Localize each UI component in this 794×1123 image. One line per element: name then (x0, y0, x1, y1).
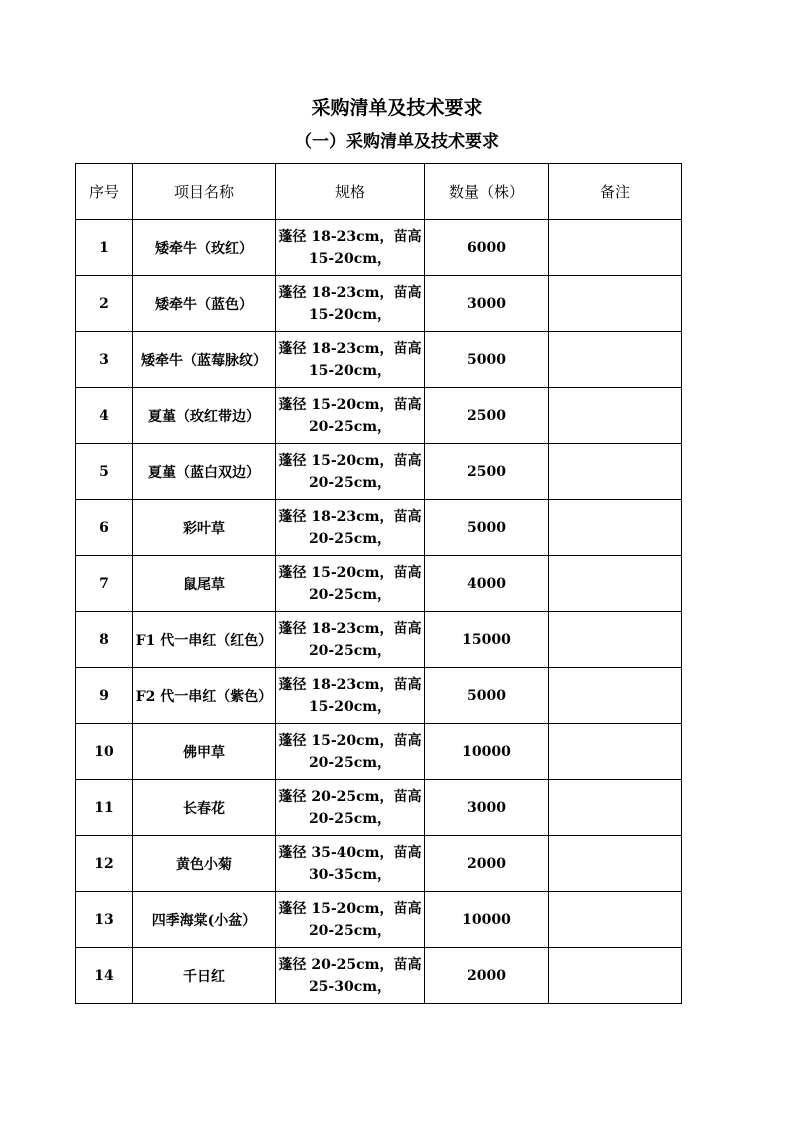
cell-note (549, 220, 682, 276)
cell-spec-line1: 蓬径 18-23cm，苗高 (278, 508, 422, 525)
table-row (76, 556, 682, 612)
cell-spec-line1: 蓬径 15-20cm，苗高 (278, 452, 422, 469)
cell-quantity: 10000 (425, 892, 549, 948)
cell-note (549, 612, 682, 668)
cell-spec-line2: 20-25cm， (308, 474, 392, 491)
cell-note (549, 556, 682, 612)
cell-note (549, 948, 682, 1004)
cell-no: 12 (76, 836, 133, 892)
table-row (76, 724, 682, 780)
header-no: 序号 (76, 164, 133, 220)
cell-name: 千日红 (133, 948, 276, 1004)
cell-note (549, 444, 682, 500)
cell-name: 彩叶草 (133, 500, 276, 556)
cell-spec (276, 724, 425, 780)
cell-no: 14 (76, 948, 133, 1004)
table-row (76, 780, 682, 836)
cell-no: 13 (76, 892, 133, 948)
cell-name: 夏堇（蓝白双边） (133, 444, 276, 500)
cell-spec (276, 332, 425, 388)
cell-spec (276, 220, 425, 276)
cell-name: 四季海棠(小盆） (133, 892, 276, 948)
cell-spec-line1: 蓬径 18-23cm，苗高 (278, 340, 422, 357)
cell-spec (276, 948, 425, 1004)
cell-spec (276, 444, 425, 500)
cell-spec-line1: 蓬径 35-40cm，苗高 (278, 844, 422, 861)
cell-quantity: 6000 (425, 220, 549, 276)
cell-spec-line2: 20-25cm， (308, 586, 392, 603)
table-row (76, 276, 682, 332)
cell-name: 长春花 (133, 780, 276, 836)
cell-quantity: 5000 (425, 332, 549, 388)
header-spec: 规格 (276, 164, 425, 220)
cell-spec-line1: 蓬径 18-23cm，苗高 (278, 228, 422, 245)
table-header-row (76, 164, 682, 220)
cell-note (549, 332, 682, 388)
cell-name: F1 代一串红（红色） (133, 612, 276, 668)
cell-name: 黄色小菊 (133, 836, 276, 892)
cell-quantity: 15000 (425, 612, 549, 668)
cell-quantity: 3000 (425, 276, 549, 332)
cell-spec-line2: 20-25cm， (308, 418, 392, 435)
cell-spec-line2: 15-20cm， (308, 698, 392, 715)
cell-no: 7 (76, 556, 133, 612)
cell-spec-line2: 20-25cm， (308, 922, 392, 939)
table-row (76, 892, 682, 948)
cell-quantity: 2500 (425, 444, 549, 500)
cell-quantity: 10000 (425, 724, 549, 780)
cell-spec-line1: 蓬径 18-23cm，苗高 (278, 284, 422, 301)
cell-quantity: 3000 (425, 780, 549, 836)
cell-spec-line2: 20-25cm， (308, 642, 392, 659)
cell-spec (276, 892, 425, 948)
table-row (76, 444, 682, 500)
cell-spec-line1: 蓬径 15-20cm，苗高 (278, 564, 422, 581)
cell-spec-line2: 20-25cm， (308, 530, 392, 547)
cell-spec-line2: 30-35cm， (308, 866, 392, 883)
cell-no: 10 (76, 724, 133, 780)
cell-spec-line2: 20-25cm， (308, 754, 392, 771)
cell-no: 11 (76, 780, 133, 836)
cell-spec (276, 276, 425, 332)
procurement-table (75, 163, 682, 1004)
cell-no: 2 (76, 276, 133, 332)
cell-no: 1 (76, 220, 133, 276)
cell-spec (276, 612, 425, 668)
cell-name: 矮牵牛（蓝色） (133, 276, 276, 332)
cell-name: F2 代一串红（紫色） (133, 668, 276, 724)
document-subtitle: （一）采购清单及技术要求 (295, 132, 499, 152)
table-row (76, 500, 682, 556)
cell-note (549, 500, 682, 556)
cell-spec (276, 780, 425, 836)
cell-spec-line2: 25-30cm， (308, 978, 392, 995)
document-title: 采购清单及技术要求 (311, 97, 483, 119)
table-row (76, 332, 682, 388)
cell-note (549, 724, 682, 780)
cell-spec-line2: 15-20cm， (308, 250, 392, 267)
table-row (76, 948, 682, 1004)
header-quantity: 数量（株） (425, 164, 549, 220)
cell-no: 6 (76, 500, 133, 556)
table-row (76, 220, 682, 276)
cell-spec-line1: 蓬径 20-25cm，苗高 (278, 956, 422, 973)
cell-no: 3 (76, 332, 133, 388)
cell-spec-line2: 20-25cm， (308, 810, 392, 827)
cell-spec-line1: 蓬径 15-20cm，苗高 (278, 900, 422, 917)
cell-spec (276, 668, 425, 724)
cell-spec-line2: 15-20cm， (308, 362, 392, 379)
cell-note (549, 276, 682, 332)
table-row (76, 388, 682, 444)
cell-spec-line2: 15-20cm， (308, 306, 392, 323)
cell-note (549, 668, 682, 724)
cell-note (549, 388, 682, 444)
cell-no: 4 (76, 388, 133, 444)
cell-name: 矮牵牛（玫红） (133, 220, 276, 276)
cell-spec (276, 500, 425, 556)
cell-spec-line1: 蓬径 18-23cm，苗高 (278, 620, 422, 637)
table-row (76, 668, 682, 724)
table-row (76, 612, 682, 668)
cell-name: 夏堇（玫红带边） (133, 388, 276, 444)
cell-no: 9 (76, 668, 133, 724)
cell-name: 鼠尾草 (133, 556, 276, 612)
cell-spec-line1: 蓬径 15-20cm，苗高 (278, 396, 422, 413)
cell-no: 8 (76, 612, 133, 668)
cell-spec-line1: 蓬径 20-25cm，苗高 (278, 788, 422, 805)
cell-quantity: 4000 (425, 556, 549, 612)
cell-spec-line1: 蓬径 18-23cm，苗高 (278, 676, 422, 693)
cell-quantity: 2500 (425, 388, 549, 444)
cell-quantity: 2000 (425, 836, 549, 892)
cell-spec (276, 836, 425, 892)
cell-quantity: 5000 (425, 668, 549, 724)
cell-no: 5 (76, 444, 133, 500)
cell-note (549, 892, 682, 948)
cell-spec (276, 556, 425, 612)
cell-name: 佛甲草 (133, 724, 276, 780)
cell-spec (276, 388, 425, 444)
cell-name: 矮牵牛（蓝莓脉纹） (133, 332, 276, 388)
header-name: 项目名称 (133, 164, 276, 220)
table-body (76, 220, 682, 1004)
cell-quantity: 5000 (425, 500, 549, 556)
cell-quantity: 2000 (425, 948, 549, 1004)
cell-spec-line1: 蓬径 15-20cm，苗高 (278, 732, 422, 749)
table-row (76, 836, 682, 892)
cell-note (549, 780, 682, 836)
header-note: 备注 (549, 164, 682, 220)
cell-note (549, 836, 682, 892)
